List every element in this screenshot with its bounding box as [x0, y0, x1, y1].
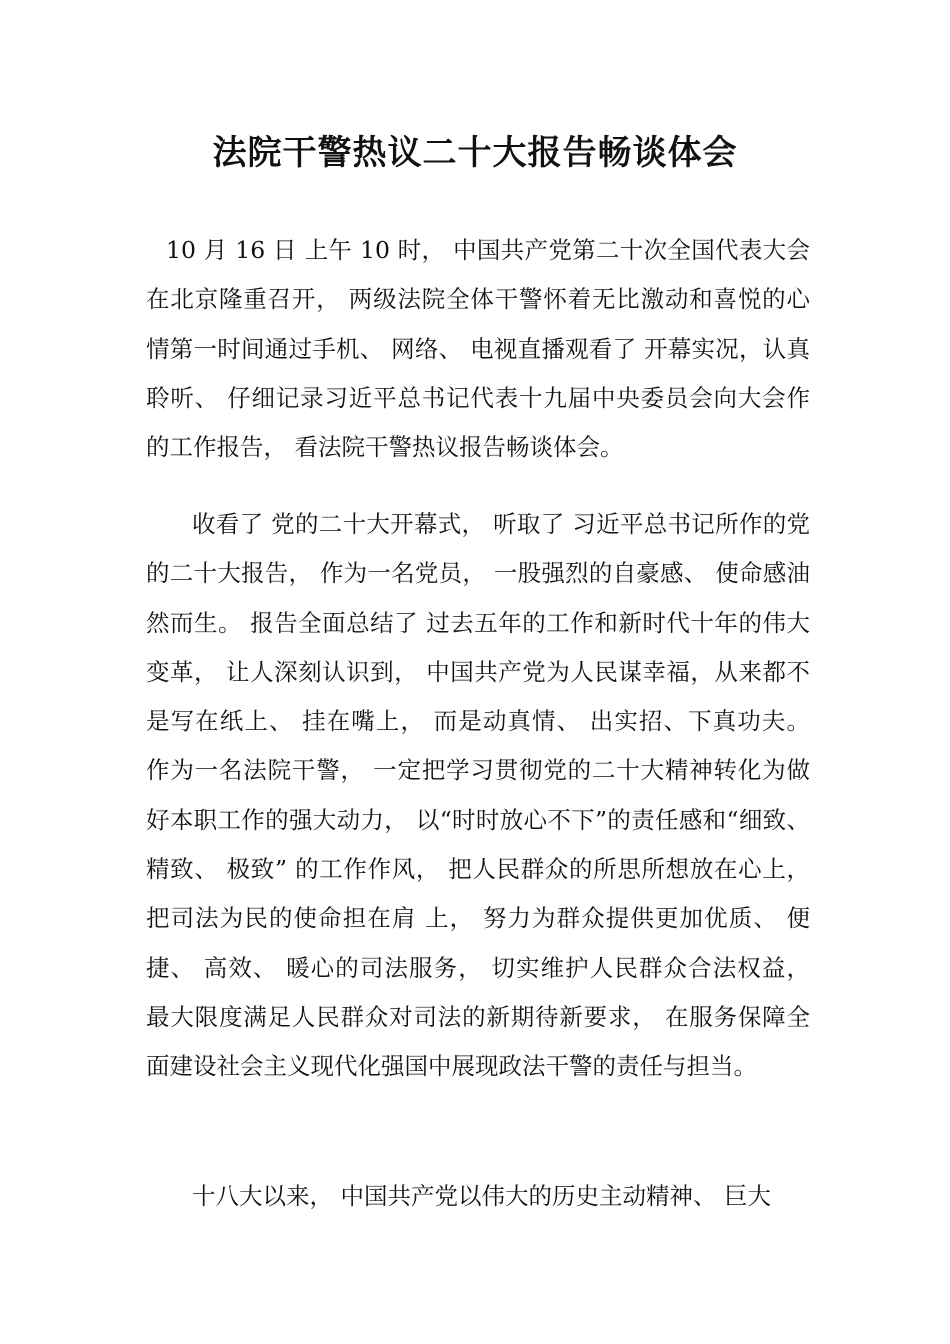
paragraph-1: 10 月 16 日 上午 10 时， 中国共产党第二十次全国代表大会在北京隆重召开， 两级法院全体干警怀着无比激动和喜悦的心情第一时间通过手机、 网络、 电视直播观看了 开幕实况，认真聆听、 仔细记录习近平总书记代表十九届中央委员会向大会作的工作报告， 看法院干警热议报告畅谈体会。 [146, 236, 810, 462]
paragraph-2: 收看了 党的二十大开幕式， 听取了 习近平总书记所作的党的二十大报告， 作为一名党员， 一股强烈的自豪感、 使命感油然而生。 报告全面总结了 过去五年的工作和新时代十年的伟大变革， 让人深刻认识到， 中国共产党为人民谋幸福，从来都不是写在纸上、 挂在嘴上， 而是动真情、 出实招、下真功夫。 作为一名法院干警， 一定把学习贯彻党的二十大精神转化为做好本职工作的强大动力， 以“时时放心不下”的责任感和“细致、 精致、 极致” 的工作作风， 把人民群众的所思所想放在心上， 把司法为民的使命担在肩 上， 努力为群众提供更加优质、 便捷、 高效、 暖心的司法服务， 切实维护人民群众合法权益， 最大限度满足人民群众对司法的新期待新要求， 在服务保障全面建设社会主义现代化强国中展现政法干警的责任与担当。 [146, 510, 810, 1081]
document-title: 法院干警热议二十大报告畅谈体会 [212, 133, 738, 173]
paragraph-3: 十八大以来， 中国共产党以伟大的历史主动精神、 巨大 [192, 1182, 771, 1210]
